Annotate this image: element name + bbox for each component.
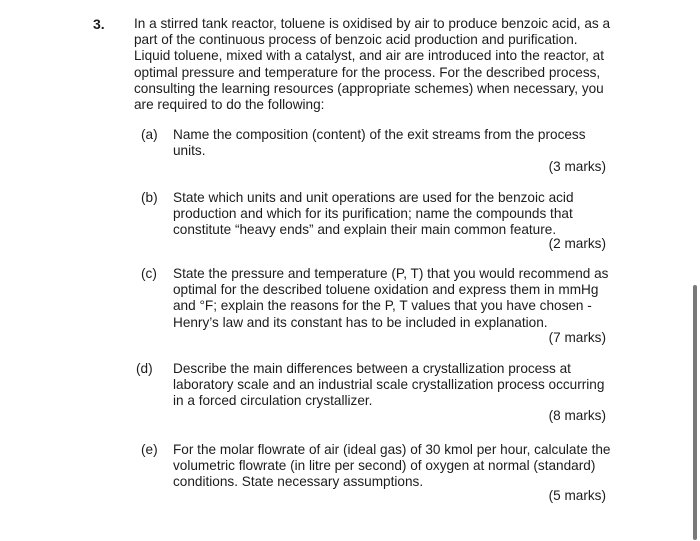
part-c-text: State the pressure and temperature (P, T) that you would recommend as optimal for the described toluene oxidation and express them in mmHg and °F; explain the reasons for the P, T values that you have chosen - Henry’s law and its constant has to be included in explanation.	[173, 266, 609, 330]
question-intro: In a stirred tank reactor, toluene is oxidised by air to produce benzoic acid, as a part of the continuous process of benzoic acid production and purification. Liquid toluene, mixed with a catalyst, and air are introduced into the reactor, at optimal pressure and temperature for the process. For the described process, consulting the learning resources (appropriate schemes) when necessary, you are required to do the following:	[134, 16, 611, 113]
part-c-marks: (7 marks)	[548, 330, 606, 345]
part-e-marks: (5 marks)	[548, 488, 606, 503]
part-a-label: (a)	[141, 127, 158, 142]
scrollbar[interactable]	[693, 285, 697, 540]
part-b-text: State which units and unit operations are used for the benzoic acid production and which for its purification; name the compounds that constitute “heavy ends” and explain their main common feature.	[173, 190, 574, 238]
part-d-marks: (8 marks)	[548, 408, 606, 423]
part-a-marks: (3 marks)	[548, 159, 606, 174]
question-number: 3.	[93, 16, 105, 32]
part-e-text: For the molar flowrate of air (ideal gas) of 30 kmol per hour, calculate the volumetric flowrate (in litre per second) of oxygen at normal (standard) conditions. State necessary assumptions.	[173, 442, 611, 490]
part-a-text: Name the composition (content) of the exit streams from the process units.	[173, 127, 586, 159]
part-b-marks: (2 marks)	[548, 236, 606, 251]
part-e-label: (e)	[141, 442, 158, 457]
part-b-label: (b)	[141, 190, 158, 205]
part-c-label: (c)	[141, 266, 157, 281]
part-d-text: Describe the main differences between a crystallization process at laboratory scale and an industrial scale crystallization process occurring in a forced circulation crystallizer.	[173, 361, 605, 409]
part-d-label: (d)	[136, 361, 153, 376]
